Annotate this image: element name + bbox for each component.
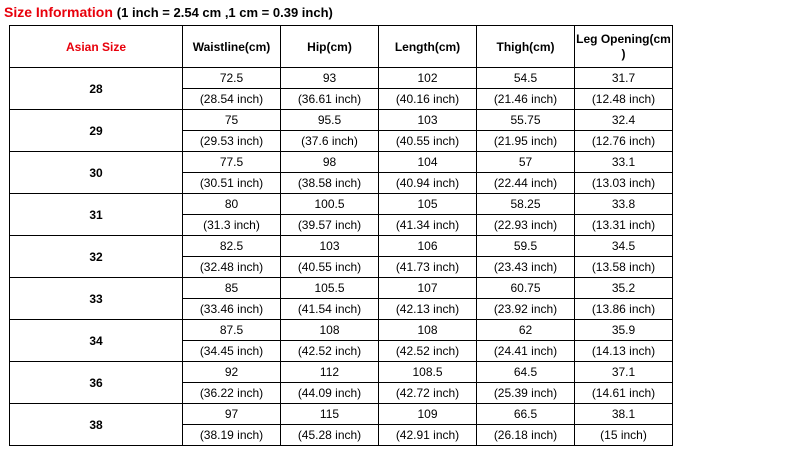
- table-row: [10, 320, 673, 341]
- leg-opening-inch-cell: (13.86 inch): [575, 299, 673, 320]
- hip-cm-cell: 103: [281, 236, 379, 257]
- asian-size-cell: 34: [10, 320, 183, 362]
- asian-size-cell: 31: [10, 194, 183, 236]
- waistline-inch-cell: (32.48 inch): [183, 257, 281, 278]
- length-cm-cell: 105: [379, 194, 477, 215]
- table-row: [10, 152, 673, 173]
- hip-inch-cell: (40.55 inch): [281, 257, 379, 278]
- asian-size-cell: 28: [10, 68, 183, 110]
- table-row: [10, 404, 673, 425]
- length-cm-cell: 102: [379, 68, 477, 89]
- leg-opening-cm-cell: 35.2: [575, 278, 673, 299]
- length-inch-cell: (40.16 inch): [379, 89, 477, 110]
- leg-opening-inch-cell: (15 inch): [575, 425, 673, 446]
- table-row: [10, 68, 673, 89]
- length-inch-cell: (41.73 inch): [379, 257, 477, 278]
- hip-cm-cell: 100.5: [281, 194, 379, 215]
- hip-cm-cell: 93: [281, 68, 379, 89]
- length-inch-cell: (42.52 inch): [379, 341, 477, 362]
- leg-opening-inch-cell: (14.13 inch): [575, 341, 673, 362]
- waistline-inch-cell: (38.19 inch): [183, 425, 281, 446]
- waistline-cm-cell: 87.5: [183, 320, 281, 341]
- length-cm-cell: 109: [379, 404, 477, 425]
- length-cm-cell: 104: [379, 152, 477, 173]
- leg-opening-cm-cell: 37.1: [575, 362, 673, 383]
- hip-cm-cell: 98: [281, 152, 379, 173]
- hip-inch-cell: (39.57 inch): [281, 215, 379, 236]
- page-title: [4, 4, 333, 20]
- leg-opening-inch-cell: (12.76 inch): [575, 131, 673, 152]
- header-leg-opening: [575, 26, 673, 68]
- header-leg-opening-line1: Leg Opening(cm: [576, 32, 671, 46]
- asian-size-cell: 38: [10, 404, 183, 446]
- thigh-inch-cell: (24.41 inch): [477, 341, 575, 362]
- hip-cm-cell: 112: [281, 362, 379, 383]
- asian-size-cell: 32: [10, 236, 183, 278]
- hip-inch-cell: (44.09 inch): [281, 383, 379, 404]
- leg-opening-inch-cell: (13.31 inch): [575, 215, 673, 236]
- header-asian-size: Asian Size: [10, 26, 183, 68]
- asian-size-cell: 33: [10, 278, 183, 320]
- length-inch-cell: (42.13 inch): [379, 299, 477, 320]
- asian-size-cell: 29: [10, 110, 183, 152]
- hip-inch-cell: (38.58 inch): [281, 173, 379, 194]
- waistline-inch-cell: (28.54 inch): [183, 89, 281, 110]
- thigh-cm-cell: 57: [477, 152, 575, 173]
- length-inch-cell: (42.91 inch): [379, 425, 477, 446]
- table-row: [10, 236, 673, 257]
- title-label: Size Information: [4, 4, 113, 20]
- hip-cm-cell: 105.5: [281, 278, 379, 299]
- leg-opening-inch-cell: (14.61 inch): [575, 383, 673, 404]
- thigh-inch-cell: (21.46 inch): [477, 89, 575, 110]
- header-length: Length(cm): [379, 26, 477, 68]
- waistline-inch-cell: (34.45 inch): [183, 341, 281, 362]
- waistline-inch-cell: (31.3 inch): [183, 215, 281, 236]
- leg-opening-inch-cell: (12.48 inch): [575, 89, 673, 110]
- length-inch-cell: (42.72 inch): [379, 383, 477, 404]
- waistline-cm-cell: 97: [183, 404, 281, 425]
- thigh-cm-cell: 55.75: [477, 110, 575, 131]
- thigh-inch-cell: (26.18 inch): [477, 425, 575, 446]
- leg-opening-inch-cell: (13.03 inch): [575, 173, 673, 194]
- conversion-note: (1 inch = 2.54 cm ,1 cm = 0.39 inch): [116, 5, 333, 20]
- table-row: [10, 194, 673, 215]
- waistline-cm-cell: 85: [183, 278, 281, 299]
- leg-opening-cm-cell: 33.8: [575, 194, 673, 215]
- hip-inch-cell: (41.54 inch): [281, 299, 379, 320]
- leg-opening-inch-cell: (13.58 inch): [575, 257, 673, 278]
- leg-opening-cm-cell: 33.1: [575, 152, 673, 173]
- thigh-cm-cell: 58.25: [477, 194, 575, 215]
- leg-opening-cm-cell: 31.7: [575, 68, 673, 89]
- leg-opening-cm-cell: 38.1: [575, 404, 673, 425]
- thigh-cm-cell: 59.5: [477, 236, 575, 257]
- length-inch-cell: (40.55 inch): [379, 131, 477, 152]
- length-cm-cell: 103: [379, 110, 477, 131]
- table-row: [10, 362, 673, 383]
- waistline-cm-cell: 80: [183, 194, 281, 215]
- header-waistline: Waistline(cm): [183, 26, 281, 68]
- length-cm-cell: 107: [379, 278, 477, 299]
- waistline-inch-cell: (30.51 inch): [183, 173, 281, 194]
- header-hip: Hip(cm): [281, 26, 379, 68]
- size-table: [9, 25, 673, 446]
- waistline-cm-cell: 72.5: [183, 68, 281, 89]
- asian-size-cell: 36: [10, 362, 183, 404]
- hip-cm-cell: 115: [281, 404, 379, 425]
- thigh-inch-cell: (23.43 inch): [477, 257, 575, 278]
- header-leg-opening-line2: ): [621, 47, 626, 61]
- waistline-inch-cell: (33.46 inch): [183, 299, 281, 320]
- thigh-cm-cell: 60.75: [477, 278, 575, 299]
- thigh-cm-cell: 64.5: [477, 362, 575, 383]
- thigh-inch-cell: (22.44 inch): [477, 173, 575, 194]
- waistline-inch-cell: (29.53 inch): [183, 131, 281, 152]
- hip-cm-cell: 108: [281, 320, 379, 341]
- header-row: [10, 26, 673, 68]
- hip-cm-cell: 95.5: [281, 110, 379, 131]
- asian-size-cell: 30: [10, 152, 183, 194]
- thigh-cm-cell: 54.5: [477, 68, 575, 89]
- hip-inch-cell: (42.52 inch): [281, 341, 379, 362]
- leg-opening-cm-cell: 35.9: [575, 320, 673, 341]
- hip-inch-cell: (45.28 inch): [281, 425, 379, 446]
- thigh-inch-cell: (25.39 inch): [477, 383, 575, 404]
- waistline-cm-cell: 82.5: [183, 236, 281, 257]
- thigh-inch-cell: (23.92 inch): [477, 299, 575, 320]
- table-row: [10, 110, 673, 131]
- thigh-inch-cell: (21.95 inch): [477, 131, 575, 152]
- thigh-cm-cell: 62: [477, 320, 575, 341]
- header-thigh: Thigh(cm): [477, 26, 575, 68]
- waistline-cm-cell: 75: [183, 110, 281, 131]
- waistline-cm-cell: 92: [183, 362, 281, 383]
- leg-opening-cm-cell: 34.5: [575, 236, 673, 257]
- length-inch-cell: (41.34 inch): [379, 215, 477, 236]
- length-cm-cell: 106: [379, 236, 477, 257]
- table-row: [10, 278, 673, 299]
- length-cm-cell: 108.5: [379, 362, 477, 383]
- hip-inch-cell: (37.6 inch): [281, 131, 379, 152]
- thigh-cm-cell: 66.5: [477, 404, 575, 425]
- waistline-inch-cell: (36.22 inch): [183, 383, 281, 404]
- waistline-cm-cell: 77.5: [183, 152, 281, 173]
- hip-inch-cell: (36.61 inch): [281, 89, 379, 110]
- length-cm-cell: 108: [379, 320, 477, 341]
- length-inch-cell: (40.94 inch): [379, 173, 477, 194]
- leg-opening-cm-cell: 32.4: [575, 110, 673, 131]
- thigh-inch-cell: (22.93 inch): [477, 215, 575, 236]
